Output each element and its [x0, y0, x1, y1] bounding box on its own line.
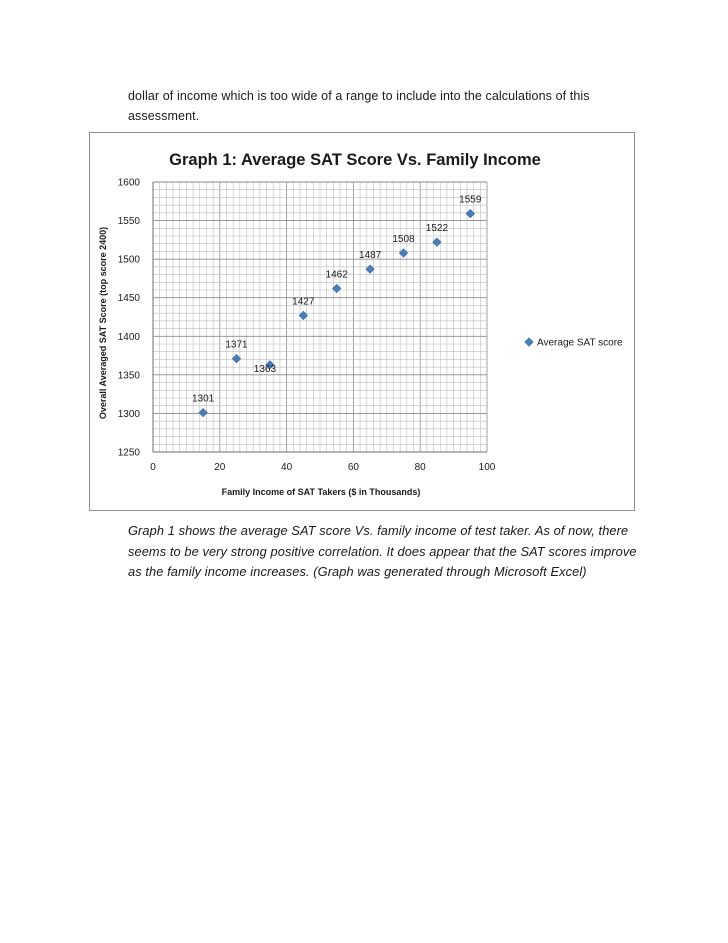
data-point-diamond [299, 311, 307, 319]
sat-income-scatter-chart [90, 133, 634, 510]
chart-legend [525, 338, 623, 349]
data-label: 1363 [253, 363, 277, 375]
data-point-diamond [433, 238, 441, 246]
y-tick-label: 1500 [117, 254, 140, 266]
data-label: 1427 [292, 296, 315, 308]
data-point-diamond [199, 408, 207, 416]
data-label: 1508 [392, 233, 415, 245]
y-tick-label: 1350 [117, 370, 140, 382]
legend-marker-diamond [525, 338, 533, 346]
data-label: 1371 [225, 339, 248, 351]
y-axis-title: Overall Averaged SAT Score (top score 2400) [98, 226, 108, 420]
x-tick-label: 40 [281, 462, 293, 473]
x-tick-label: 80 [414, 462, 426, 473]
data-point-diamond [466, 209, 474, 217]
caption-paragraph: Graph 1 shows the average SAT score Vs. family income of test taker. As of now, there seems to be very strong positive correlation. It does appear that the SAT scores improve as the family income increases. (Graph was generated through Microsoft Excel) [128, 523, 637, 579]
chart-title: Graph 1: Average SAT Score Vs. Family Income [169, 151, 541, 169]
y-tick-label: 1400 [117, 331, 140, 343]
chart-container [89, 132, 635, 511]
data-label: 1487 [358, 250, 382, 262]
chart-data-labels [192, 195, 482, 405]
x-tick-label: 0 [150, 462, 156, 473]
intro-paragraph: dollar of income which is too wide of a range to include into the calculations of this assessment. [128, 89, 590, 123]
y-tick-label: 1450 [117, 293, 140, 305]
data-point-diamond [232, 354, 240, 362]
x-tick-label: 60 [347, 462, 359, 473]
y-tick-label: 1550 [117, 216, 140, 228]
data-point-diamond [366, 265, 374, 273]
y-tick-label: 1300 [117, 408, 140, 420]
data-label: 1522 [425, 223, 449, 235]
x-tick-label: 100 [478, 462, 496, 473]
y-tick-label: 1250 [117, 447, 140, 459]
y-tick-label: 1600 [117, 177, 140, 189]
data-point-diamond [399, 249, 407, 257]
data-label: 1462 [325, 269, 348, 281]
data-point-diamond [333, 284, 341, 292]
data-label: 1559 [459, 194, 482, 206]
legend-label: Average SAT score [537, 337, 623, 349]
x-axis-title: Family Income of SAT Takers ($ in Thousands) [221, 487, 421, 497]
x-tick-label: 20 [214, 462, 226, 473]
data-label: 1301 [191, 393, 215, 405]
